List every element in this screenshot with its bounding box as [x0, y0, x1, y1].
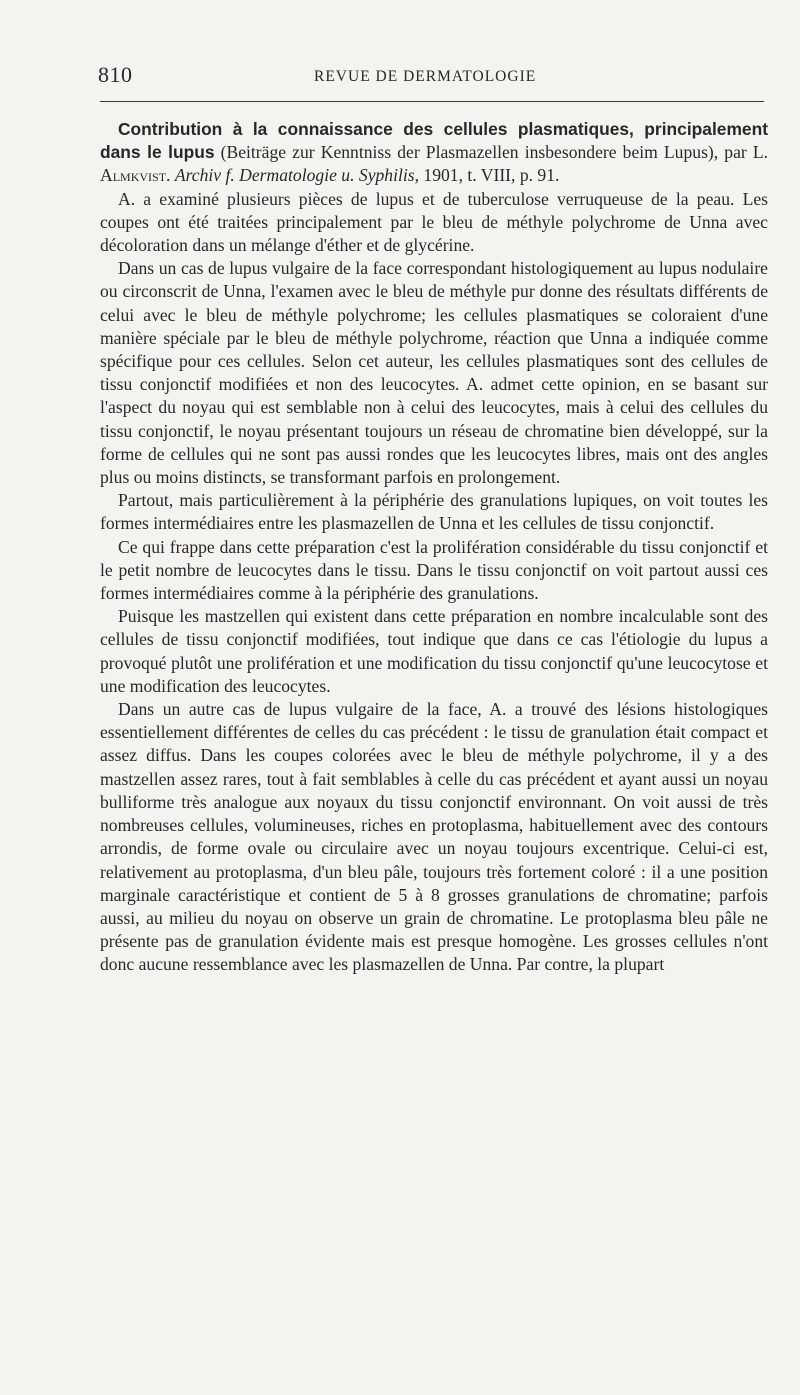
citation-tail: , 1901, t. VIII, p. 91.: [414, 165, 560, 186]
paragraph-2: Dans un cas de lupus vulgaire de la face correspondant histologiquement au lupus nodulaire ou circonscrit de Unna, l'examen avec le bleu de méthyle pur donne des résultats différents de celui avec le bleu de méthyle polychrome; les cellules plasmatiques se coloraient d'une manière spéciale par le bleu de méthyle polychrome, réaction que Unna a indiquée comme spécifique pour ces cellules. Selon cet auteur, les cellules plasmatiques sont des cellules de tissu conjonctif modifiées et non des leucocytes. A. admet cette opinion, en se basant sur l'aspect du noyau qui est semblable non à celui des leucocytes, mais à celui des cellules du tissu conjonctif, le noyau présentant toujours un réseau de chromatine bien développé, sur la forme de cellules qui ne sont pas aussi rondes que les leucocytes libres, mais ont des angles plus ou moins distincts, se transformant parfois en prolongement.: [100, 258, 768, 488]
header-rule: [100, 101, 764, 102]
article-title: Contribution à la connaissance des cellules plasmatiques, principalement dans le lupus: [100, 119, 768, 163]
citation-separator: .: [166, 165, 175, 186]
paragraph-3: Partout, mais particulièrement à la périphérie des granulations lupiques, on voit toutes les formes intermédiaires entre les plasmazellen de Unna et les cellules de tissu conjonctif.: [100, 490, 768, 534]
page-header: [98, 62, 764, 92]
page-number: 810: [98, 62, 133, 87]
citation-author: Almkvist: [100, 165, 167, 186]
citation-german: (Beiträge zur Kenntniss der Plasmazellen insbesondere beim Lupus), par L.: [214, 142, 768, 163]
running-title: REVUE DE DERMATOLOGIE: [314, 68, 537, 85]
article-body: [100, 118, 768, 977]
citation-journal: Archiv f. Dermatologie u. Syphilis: [174, 165, 415, 186]
article-heading: [100, 118, 768, 188]
paragraph-5: Puisque les mastzellen qui existent dans cette préparation en nombre incalculable sont des cellules de tissu conjonctif modifiées, tout indique que dans ce cas l'étiologie du lupus a provoqué plutôt une prolifération et une modification du tissu conjonctif qu'une leucocytose et une modification des leucocytes.: [100, 606, 768, 696]
paragraph-4: Ce qui frappe dans cette préparation c'est la prolifération considérable du tissu conjonctif et le petit nombre de leucocytes dans le tissu. Dans le tissu conjonctif on voit partout aussi ces formes intermédiaires comme à la périphérie des granulations.: [100, 536, 768, 604]
paragraph-6: Dans un autre cas de lupus vulgaire de la face, A. a trouvé des lésions histologiques essentiellement différentes de celles du cas précédent : le tissu de granulation était compact et assez diffus. Dans les coupes colorées avec le bleu de méthyle polychrome, il y a des mastzellen assez rares, tout à fait semblables à celle du cas précédent et ayant aussi un noyau bulliforme très analogue aux noyaux du tissu conjonctif environnant. On voit aussi de très nombreuses cellules, volumineuses, riches en protoplasma, habituellement avec des contours arrondis, de forme ovale ou circulaire avec un noyau toujours excentrique. Celui-ci est, relativement au protoplasma, d'un bleu pâle, toujours très fortement coloré : il a une position marginale caractéristique et contient de 5 à 8 grosses granulations de chromatine; parfois aussi, au milieu du noyau on observe un grain de chromatine. Le protoplasma bleu pâle ne présente pas de granulation évidente mais est presque homogène. Les grosses cellules n'ont donc aucune ressemblance avec les plasmazellen de Unna. Par contre, la plupart: [100, 699, 768, 975]
paragraph-1: A. a examiné plusieurs pièces de lupus et de tuberculose verruqueuse de la peau. Les coupes ont été traitées principalement par le bleu de méthyle polychrome de Unna avec décoloration dans un mélange d'éther et de glycérine.: [100, 188, 768, 256]
